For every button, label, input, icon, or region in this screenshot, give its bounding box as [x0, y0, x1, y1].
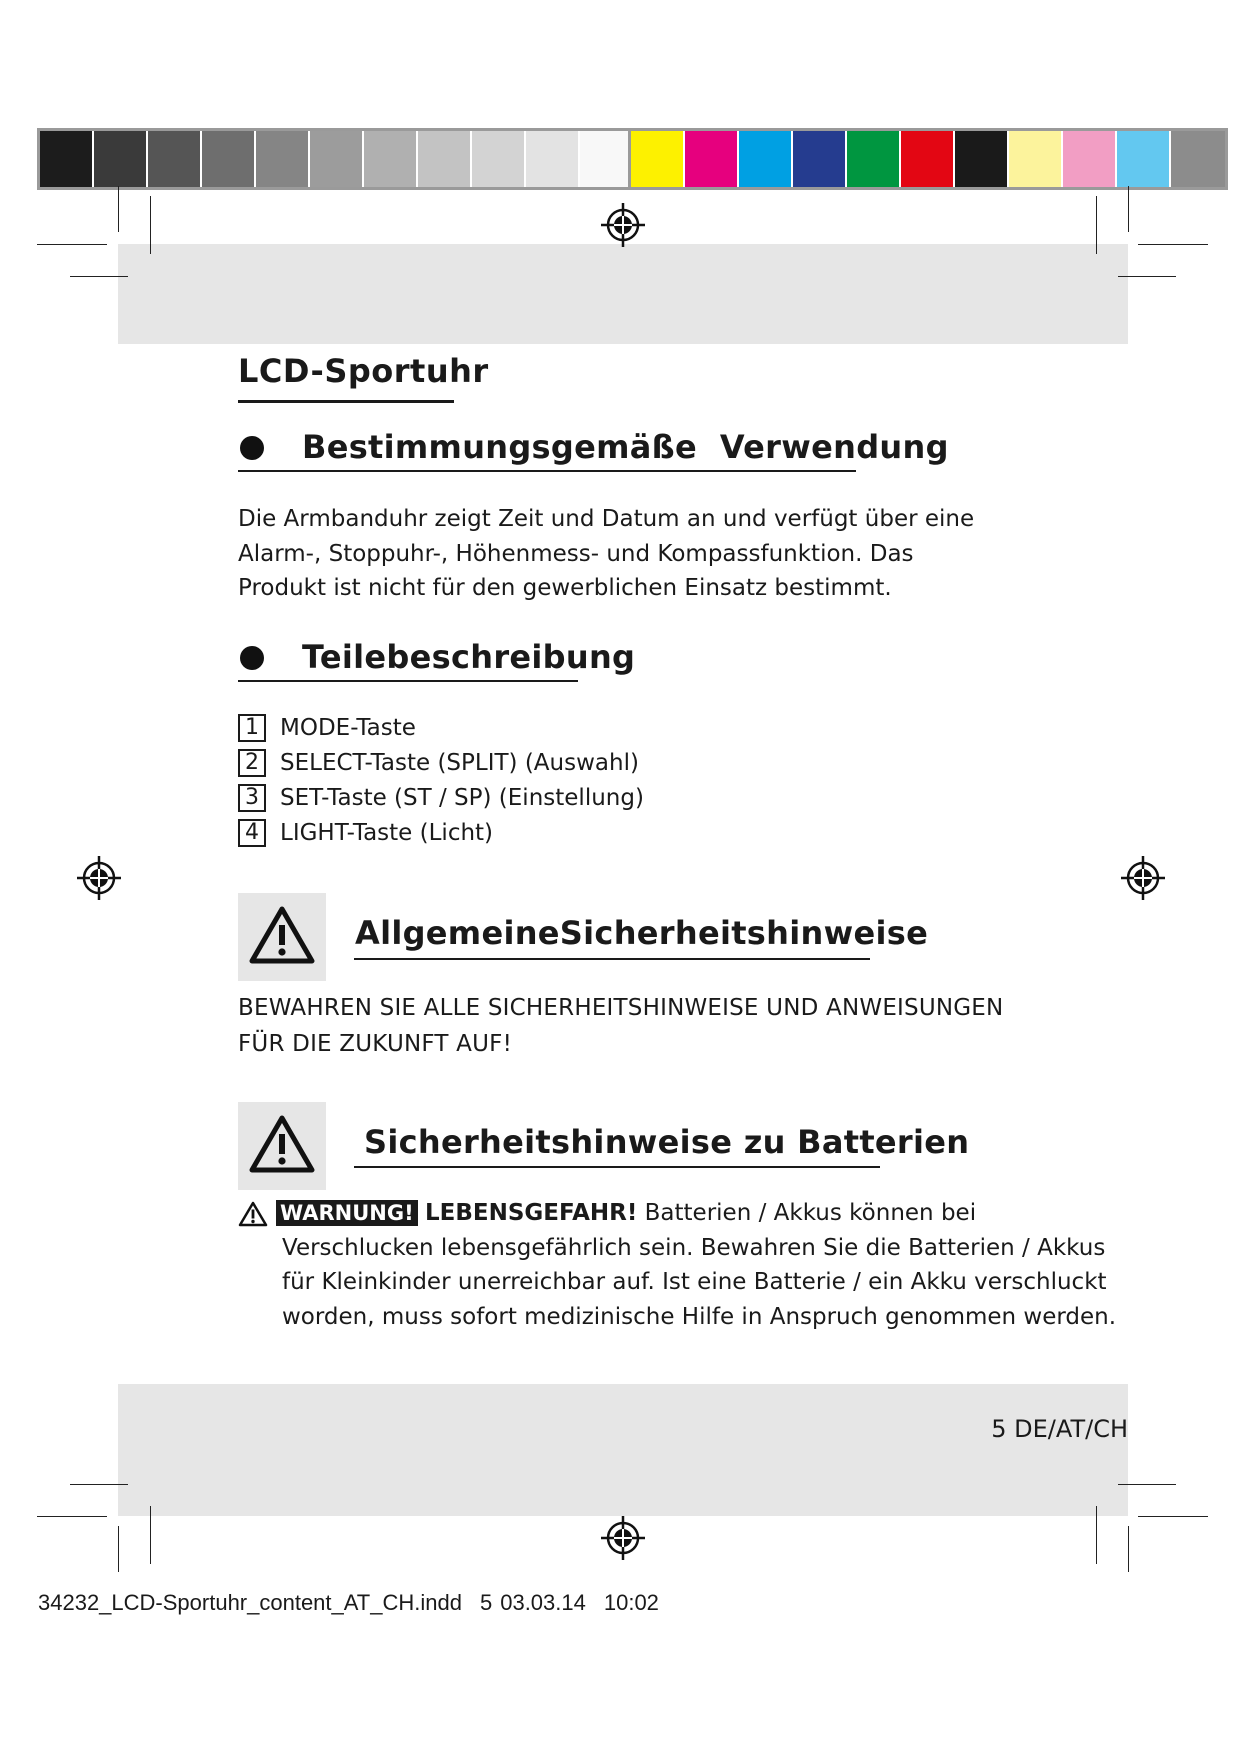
crop-mark	[1118, 276, 1176, 277]
registration-mark-icon	[1121, 856, 1165, 900]
section-heading-battery: Sicherheitshinweise zu Batterien	[364, 1123, 970, 1161]
color-swatch	[955, 131, 1009, 187]
warning-text-line1: Batterien / Akkus können bei	[644, 1200, 977, 1226]
warning-text-line2: Verschlucken lebensgefährlich sein. Bewahren Sie die Batterien / Akkus	[282, 1234, 1106, 1261]
color-swatch	[472, 131, 526, 187]
warning-box	[238, 893, 326, 981]
slug-date: 03.03.14	[500, 1590, 586, 1615]
warning-triangle-icon	[238, 1102, 326, 1190]
color-swatch	[685, 131, 739, 187]
part-label: MODE-Taste	[280, 714, 416, 741]
color-swatch	[40, 131, 94, 187]
crop-mark	[150, 1506, 151, 1564]
page-title: LCD-Sportuhr	[238, 352, 489, 390]
list-item	[238, 710, 644, 745]
section-bullet-icon	[240, 436, 264, 460]
color-swatch	[310, 131, 364, 187]
color-swatch	[847, 131, 901, 187]
safety-text-line2: FÜR DIE ZUKUNFT AUF!	[238, 1031, 512, 1057]
section-underline	[238, 680, 578, 682]
color-swatch	[580, 131, 634, 187]
crop-mark	[118, 186, 119, 232]
page-number: 5 DE/AT/CH	[991, 1415, 1128, 1443]
crop-mark	[1138, 1516, 1208, 1517]
part-label: SET-Taste (ST / SP) (Einstellung)	[280, 784, 644, 811]
top-gray-band	[118, 244, 1128, 344]
title-underline	[238, 400, 454, 403]
color-swatch	[94, 131, 148, 187]
slug-file: 34232_LCD-Sportuhr_content_AT_CH.indd	[38, 1590, 462, 1615]
color-calibration-bar	[628, 128, 1228, 190]
crop-mark	[37, 1516, 107, 1517]
crop-mark	[1096, 1506, 1097, 1564]
warning-box	[238, 1102, 326, 1190]
registration-mark-icon	[601, 203, 645, 247]
gray-calibration-bar	[37, 128, 637, 190]
warning-text-line4: worden, muss sofort medizinische Hilfe in Anspruch genommen werden.	[282, 1303, 1117, 1330]
color-swatch	[1009, 131, 1063, 187]
crop-mark	[1138, 244, 1208, 245]
crop-mark	[1128, 186, 1129, 232]
section-heading-safety: AllgemeineSicherheitshinweise	[355, 914, 929, 952]
slug-time: 10:02	[603, 1590, 659, 1615]
bottom-gray-band	[118, 1384, 1128, 1516]
list-item	[238, 780, 644, 815]
list-item	[238, 745, 644, 780]
section-bullet-icon	[240, 646, 264, 670]
warning-text-line3: für Kleinkinder unerreichbar auf. Ist eine Batterie / ein Akku verschluckt	[282, 1269, 1107, 1295]
color-swatch	[793, 131, 847, 187]
part-number: 4	[238, 819, 266, 847]
crop-mark	[1128, 1526, 1129, 1572]
parts-list	[238, 710, 644, 850]
color-swatch	[631, 131, 685, 187]
part-number: 2	[238, 749, 266, 777]
part-number: 3	[238, 784, 266, 812]
danger-label: LEBENSGEFAHR!	[424, 1200, 638, 1226]
color-swatch	[739, 131, 793, 187]
color-swatch	[1171, 131, 1225, 187]
color-swatch	[364, 131, 418, 187]
slug-page: 5	[479, 1590, 493, 1615]
color-swatch	[256, 131, 310, 187]
color-swatch	[526, 131, 580, 187]
print-slug	[38, 1590, 677, 1616]
section-underline	[354, 958, 870, 960]
safety-text-line1: BEWAHREN SIE ALLE SICHERHEITSHINWEISE UND ANWEISUNGEN	[238, 995, 1004, 1021]
color-swatch	[418, 131, 472, 187]
part-number: 1	[238, 714, 266, 742]
crop-mark	[1096, 196, 1097, 254]
color-swatch	[1063, 131, 1117, 187]
part-label: SELECT-Taste (SPLIT) (Auswahl)	[280, 749, 639, 776]
crop-mark	[37, 244, 107, 245]
color-swatch	[1117, 131, 1171, 187]
warning-small-icon	[238, 1201, 268, 1227]
part-label: LIGHT-Taste (Licht)	[280, 819, 494, 846]
registration-mark-icon	[77, 856, 121, 900]
color-swatch	[901, 131, 955, 187]
crop-mark	[118, 1526, 119, 1572]
color-swatch	[202, 131, 256, 187]
color-swatch	[148, 131, 202, 187]
section-use-text: Die Armbanduhr zeigt Zeit und Datum an und verfügt über eine Alarm-, Stoppuhr-, Höhenmess- und Kompassfunktion. Das Produkt ist nicht für den gewerblichen Einsatz bestimmt.	[238, 506, 975, 601]
section-heading-use: Bestimmungsgemäße Verwendung	[302, 428, 949, 466]
crop-mark	[70, 276, 128, 277]
crop-mark	[150, 196, 151, 254]
warning-triangle-icon	[238, 893, 326, 981]
crop-mark	[1118, 1484, 1176, 1485]
section-heading-parts: Teilebeschreibung	[302, 638, 636, 676]
battery-warning-paragraph	[238, 1196, 1117, 1334]
crop-mark	[70, 1484, 128, 1485]
section-underline	[354, 1166, 880, 1168]
warning-label: WARNUNG!	[276, 1200, 418, 1226]
registration-mark-icon	[601, 1516, 645, 1560]
list-item	[238, 815, 644, 850]
section-underline	[238, 470, 856, 472]
